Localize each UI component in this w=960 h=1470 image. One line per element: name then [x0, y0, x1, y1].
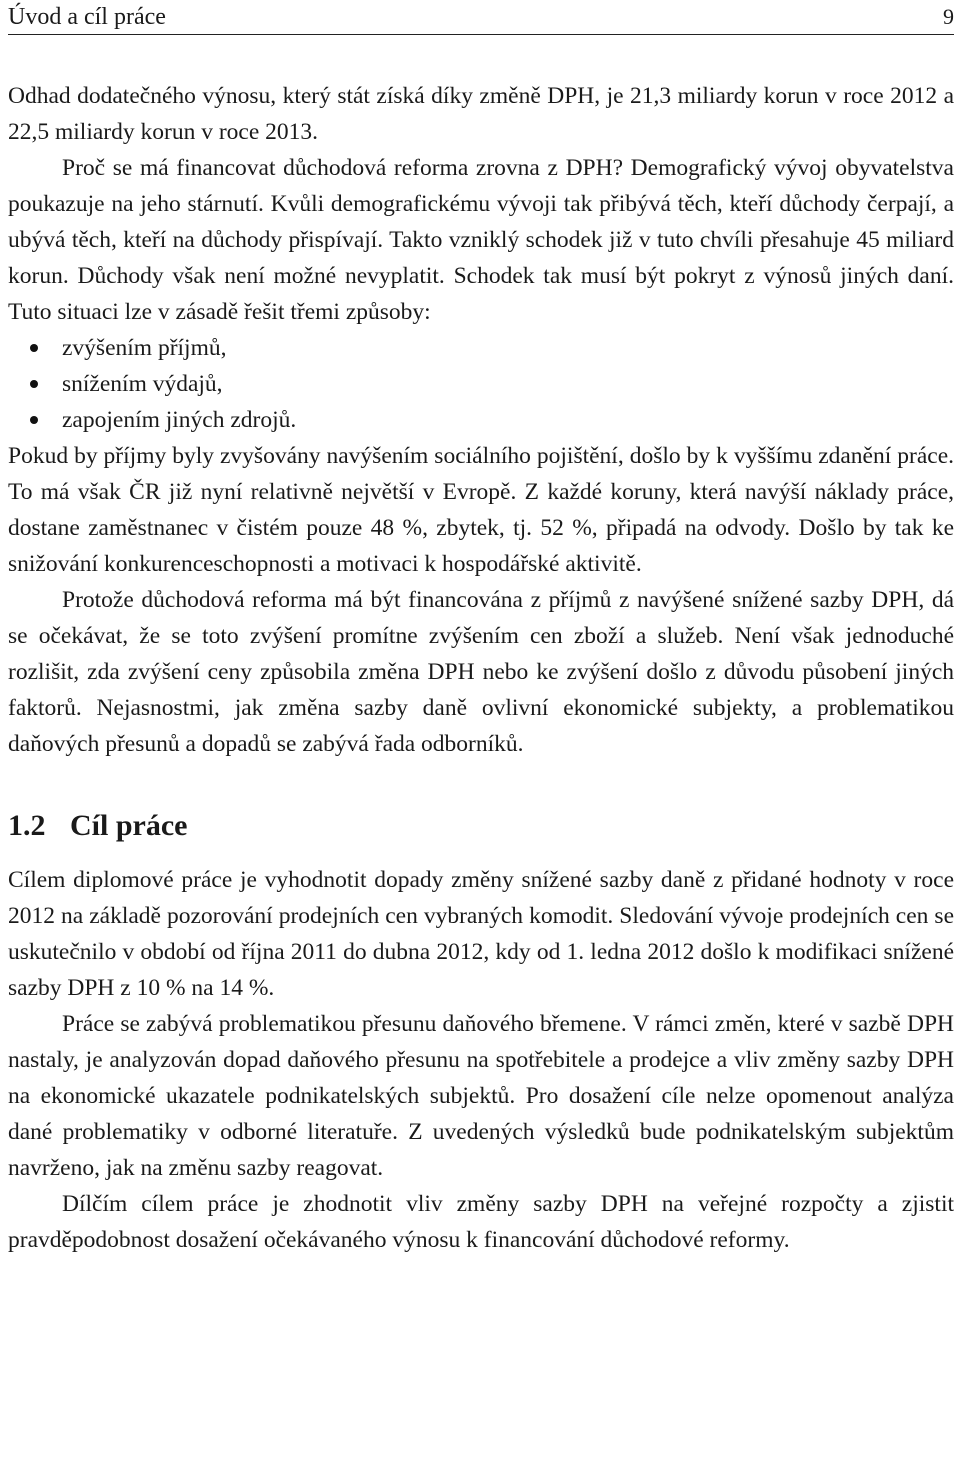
list-item-text: zapojením jiných zdrojů. — [62, 407, 297, 433]
bullet-list — [8, 330, 954, 438]
list-item — [8, 366, 954, 402]
list-item-text: zvýšením příjmů, — [62, 335, 227, 361]
running-header — [8, 0, 954, 35]
bullet-icon — [30, 380, 38, 388]
chapter-title: Úvod a cíl práce — [8, 4, 166, 30]
body-text — [8, 78, 954, 1258]
list-item — [8, 330, 954, 366]
paragraph: Dílčím cílem práce je zhodnotit vliv změny sazby DPH na veřejné rozpočty a zjistit pravděpodobnost dosažení očekávaného výnosu k financování důchodové reformy. — [8, 1191, 954, 1253]
paragraph: Proč se má financovat důchodová reforma zrovna z DPH? Demografický vývoj obyvatelstva poukazuje na jeho stárnutí. Kvůli demografickému vývoji tak přibývá těch, kteří důchody čerpají, a ubývá těch, kteří na důchody přispívají. Takto vzniklý schodek již v tuto chvíli přesahuje 45 miliard korun. Důchody však není možné nevyplatit. Schodek tak musí být pokryt z výnosů jiných daní. Tuto situaci lze v zásadě řešit třemi způsoby: — [8, 155, 954, 325]
bullet-icon — [30, 416, 38, 424]
document-page — [8, 0, 954, 1253]
section-title: Cíl práce — [70, 809, 188, 842]
paragraph: Práce se zabývá problematikou přesunu daňového břemene. V rámci změn, které v sazbě DPH nastaly, je analyzován dopad daňového přesunu na spotřebitele a prodejce a vliv změny sazby DPH na ekonomické ukazatele podnikatelských subjektů. Pro dosažení cíle nelze opomenout analýza dané problematiky v odborné literatuře. Z uvedených výsledků bude podnikatelským subjektům navrženo, jak na změnu sazby reagovat. — [8, 1011, 954, 1181]
paragraph: Odhad dodatečného výnosu, který stát získá díky změně DPH, je 21,3 miliardy korun v roce 2012 a 22,5 miliardy korun v roce 2013. — [8, 83, 954, 145]
paragraph: Pokud by příjmy byly zvyšovány navýšením sociálního pojištění, došlo by k vyššímu zdanění práce. To má však ČR již nyní relativně největší v Evropě. Z každé koruny, která navýší náklady práce, dostane zaměstnanec v čistém pouze 48 %, zbytek, tj. 52 %, připadá na odvody. Došlo by tak ke snižování konkurenceschopnosti a motivaci k hospodářské aktivitě. — [8, 443, 954, 577]
page-number: 9 — [943, 4, 954, 29]
paragraph: Protože důchodová reforma má být financována z příjmů z navýšené snížené sazby DPH, dá se očekávat, že se toto zvýšení promítne zvýšením cen zboží a služeb. Není však jednoduché rozlišit, zda zvýšení ceny způsobila změna DPH nebo ke zvýšení došlo z důvodu působení jiných faktorů. Nejasnostmi, jak změna sazby daně ovlivní ekonomické subjekty, a problematikou daňových přesunů a dopadů se zabývá řada odborníků. — [8, 587, 954, 757]
list-item — [8, 402, 954, 438]
list-item-text: snížením výdajů, — [62, 371, 223, 397]
bullet-icon — [30, 344, 38, 352]
paragraph: Cílem diplomové práce je vyhodnotit dopady změny snížené sazby daně z přidané hodnoty v roce 2012 na základě pozorování prodejních cen vybraných komodit. Sledování vývoje prodejních cen se uskutečnilo v období od října 2011 do dubna 2012, kdy od 1. ledna 2012 došlo k modifikaci snížené sazby DPH z 10 % na 14 %. — [8, 867, 954, 1001]
section-heading — [8, 806, 954, 846]
section-number: 1.2 — [8, 809, 46, 842]
